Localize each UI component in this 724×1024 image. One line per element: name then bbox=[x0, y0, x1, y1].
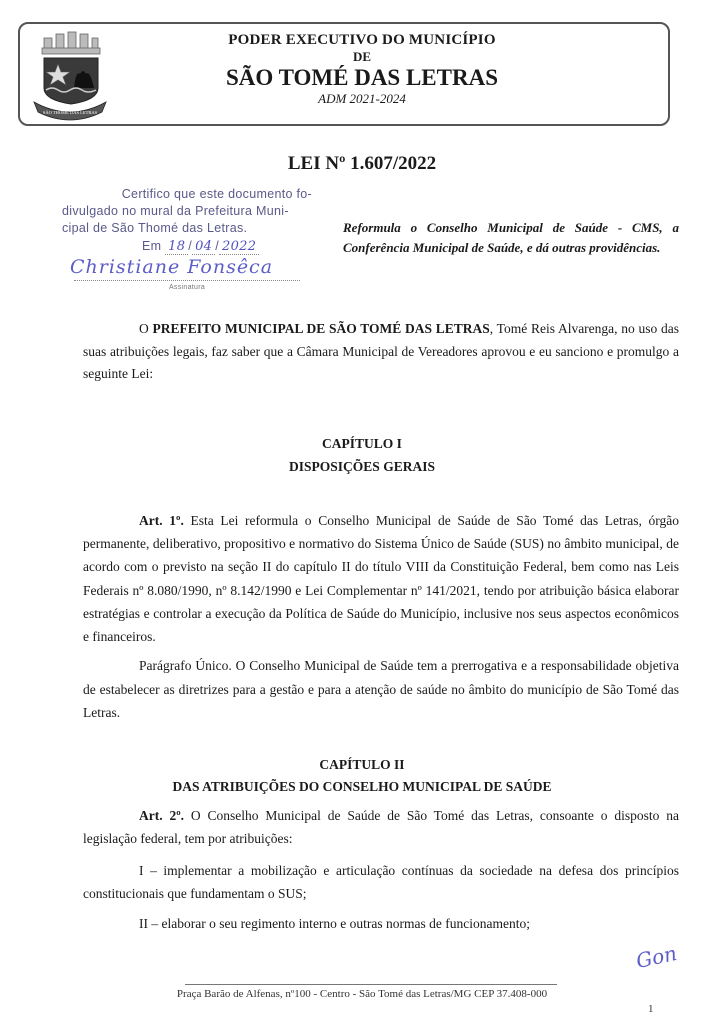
chapter-2-title: CAPÍTULO II bbox=[319, 757, 405, 772]
stamp-line-2: divulgado no mural da Prefeitura Muni- bbox=[62, 204, 289, 218]
signature-caption: Assinatura bbox=[168, 284, 206, 291]
footer-address: Praça Barão de Alfenas, nº100 - Centro - São Tomé das Letras/MG CEP 37.408-000 bbox=[176, 988, 548, 1000]
header-title-line1: PODER EXECUTIVO DO MUNICÍPIO bbox=[228, 32, 496, 48]
page-number: 1 bbox=[648, 1003, 654, 1015]
article-2-text: O Conselho Municipal de Saúde de São Tomé das Letras, consoante o disposto na legislação federal, tem por atribuições: bbox=[83, 808, 679, 846]
law-title: LEI Nº 1.607/2022 bbox=[287, 153, 437, 174]
article-1 bbox=[83, 509, 679, 648]
chapter-1-subtitle: DISPOSIÇÕES GERAIS bbox=[289, 459, 435, 474]
stamp-date: Em 18 / 04 / 2022 bbox=[142, 238, 259, 255]
initials-signature: Gon bbox=[633, 941, 679, 973]
header-title-line2: DE bbox=[352, 49, 372, 64]
preamble-bold: PREFEITO MUNICIPAL DE SÃO TOMÉ DAS LETRAS bbox=[152, 321, 490, 336]
chapter-1-title: CAPÍTULO I bbox=[322, 436, 402, 451]
preamble-paragraph bbox=[83, 318, 679, 386]
stamp-date-prefix: Em bbox=[142, 239, 162, 253]
publication-stamp bbox=[62, 186, 312, 294]
article-2 bbox=[83, 805, 679, 850]
stamp-line-1: Certifico que este documento fo- bbox=[121, 187, 312, 201]
article-2-label: Art. 2º. bbox=[139, 808, 185, 823]
stamp-signature: Christiane Fonsêca bbox=[70, 256, 274, 278]
sole-paragraph: Parágrafo Único. O Conselho Municipal de Saúde tem a prerrogativa e a responsabilidade objetiva de estabelecer as diretrizes para a gestão e para a atenção de saúde no âmbito do município de São Tomé das Letras. bbox=[83, 658, 679, 720]
stamp-line-3: cipal de São Thomé das Letras. bbox=[62, 221, 248, 235]
header-municipality-name: SÃO TOMÉ DAS LETRAS bbox=[225, 65, 499, 90]
stamp-date-year: 2022 bbox=[219, 239, 259, 255]
header-administration-period: ADM 2021-2024 bbox=[318, 91, 406, 106]
footer-divider bbox=[185, 984, 557, 985]
signature-line bbox=[74, 280, 300, 281]
preamble-text: , Tomé Reis Alvarenga, no uso das suas atribuições legais, faz saber que a Câmara Municipal de Vereadores aprovou e eu sanciono e promulgo a seguinte Lei: bbox=[83, 321, 680, 381]
stamp-date-month: 04 bbox=[192, 239, 215, 255]
article-2-item-2: II – elaborar o seu regimento interno e outras normas de funcionamento; bbox=[139, 916, 530, 931]
article-1-text: Esta Lei reformula o Conselho Municipal de Saúde de São Tomé das Letras, órgão permanente, deliberativo, propositivo e normativo do Sistema Único de Saúde (SUS) no âmbito municipal, de acordo com o previsto na seção II do capítulo II do título VIII da Constituição Federal, bem como nas Leis Federais nº 8.080/1990, nº 8.142/1990 e Lei Complementar nº 141/2021, tendo por atribuição básica elaborar estratégias e controlar a execução da Política de Saúde do Município, inclusive nos seus aspectos econômicos e financeiros. bbox=[83, 513, 679, 645]
stamp-date-day: 18 bbox=[165, 239, 188, 255]
law-summary: Reformula o Conselho Municipal de Saúde - CMS, a Conferência Municipal de Saúde, e dá outras providências. bbox=[343, 220, 679, 255]
preamble-prefix: O bbox=[139, 321, 153, 336]
article-1-label: Art. 1º. bbox=[139, 513, 184, 528]
crest-motto: SÃO THOMÉ DAS LETRAS bbox=[42, 110, 98, 115]
chapter-2-subtitle: DAS ATRIBUIÇÕES DO CONSELHO MUNICIPAL DE SAÚDE bbox=[172, 779, 552, 794]
article-2-item-1: I – implementar a mobilização e articulação contínuas da sociedade na defesa dos princípios constitucionais que fundamentam o SUS; bbox=[83, 863, 679, 901]
